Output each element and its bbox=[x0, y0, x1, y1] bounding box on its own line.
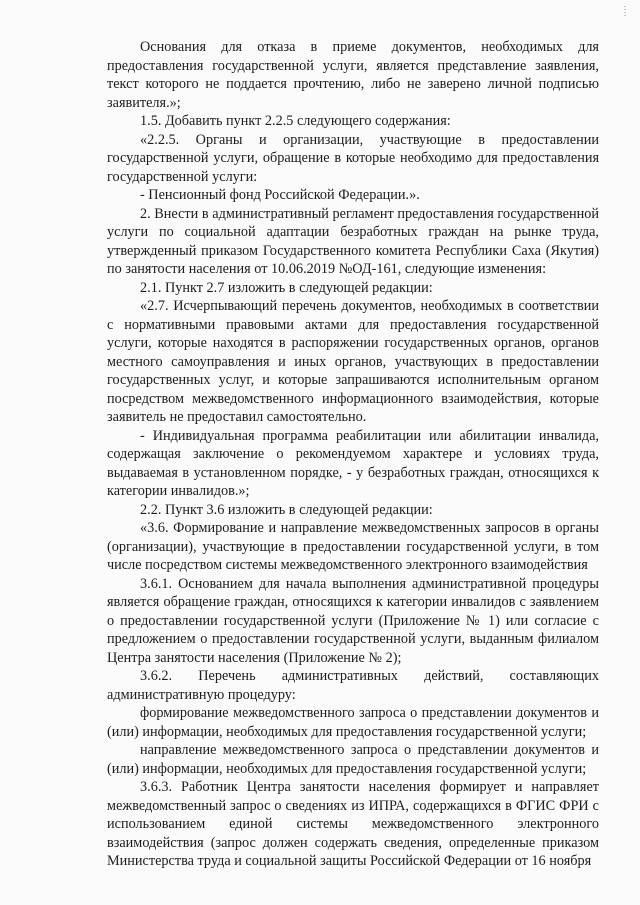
paragraph-2-2: 2.2. Пункт 3.6 изложить в следующей редакции: bbox=[140, 501, 433, 518]
paragraph-2-1: 2.1. Пункт 2.7 изложить в следующей редакции: bbox=[140, 279, 433, 296]
paragraph-3-6-3: 3.6.3. Работник Центра занятости населения формирует и направляет межведомственный запрос о сведениях из ИПРА, содержащихся в ФГИС ФРИ с использованием единой системы межведомственного электронного взаимодействия (запрос должен содержать сведения, определенные приказом Министерства труда и социальной защиты Российской Федерации от 16 ноября bbox=[107, 779, 599, 869]
paragraph-3-6-2: 3.6.2. Перечень административных действий, составляющих административную процедуру: bbox=[107, 668, 599, 703]
paragraph-2-2-5: «2.2.5. Органы и организации, участвующие в предоставлении государственной услуги, обращение в которые необходимо для предоставления государственной услуги: bbox=[107, 131, 599, 185]
paragraph-3-6: «3.6. Формирование и направление межведомственных запросов в органы (организации), участвующие в предоставлении государственной услуги, в том числе посредством системы межведомственного электронного взаимодействия bbox=[107, 520, 599, 573]
paragraph-forming-request: формирование межведомственного запроса о представлении документов и (или) информации, необходимых для предоставления государственной услуги; bbox=[107, 705, 599, 740]
paragraph-pension-fund: - Пенсионный фонд Российской Федерации.». bbox=[140, 187, 420, 203]
paragraph-2: 2. Внести в административный регламент предоставления государственной услуги по социальной адаптации безработных граждан на рынке труда, утвержденный приказом Государственного комитета Республики Саха (Якутия) по занятости населения от 10.06.2019 №ОД-161, следующие изменения: bbox=[107, 205, 599, 277]
paragraph-ipra: - Индивидуальная программа реабилитации или абилитации инвалида, содержащая заключение о рекомендуемом характере и условиях труда, выдаваемая в установленном порядке, - у безработных граждан, относящихся к категории инвалидов.»; bbox=[107, 427, 599, 499]
paragraph-2-7: «2.7. Исчерпывающий перечень документов, необходимых в соответствии с нормативными правовыми актами для предоставления государственной услуги, которые находятся в распоряжении государственных органов, органов местного самоуправления и иных органов, участвующих в предоставлении государственных услуг, и которые запрашиваются исполнительным органом посредством межведомственного информационного взаимодействия, которые заявитель не предоставил самостоятельно. bbox=[107, 298, 599, 425]
paragraph-refusal-grounds: Основания для отказа в приеме документов, необходимых для предоставления государственной услуги, является представление заявления, текст которого не поддается прочтению, либо не заверено личной подписью заявителя.»; bbox=[107, 39, 599, 111]
document-body bbox=[107, 38, 599, 871]
paragraph-sending-request: направление межведомственного запроса о представлении документов и (или) информации, необходимых для предоставления государственной услуги; bbox=[107, 742, 599, 777]
scan-artifact bbox=[624, 6, 626, 16]
paragraph-1-5: 1.5. Добавить пункт 2.2.5 следующего содержания: bbox=[140, 113, 451, 129]
paragraph-3-6-1: 3.6.1. Основанием для начала выполнения административной процедуры является обращение граждан, относящихся к категории инвалидов с заявлением о предоставлении государственной услуги (Приложение № 1) или согласие с предложением о предоставлении государственной услуги, выданным филиалом Центра занятости населения (Приложение № 2); bbox=[107, 575, 599, 666]
